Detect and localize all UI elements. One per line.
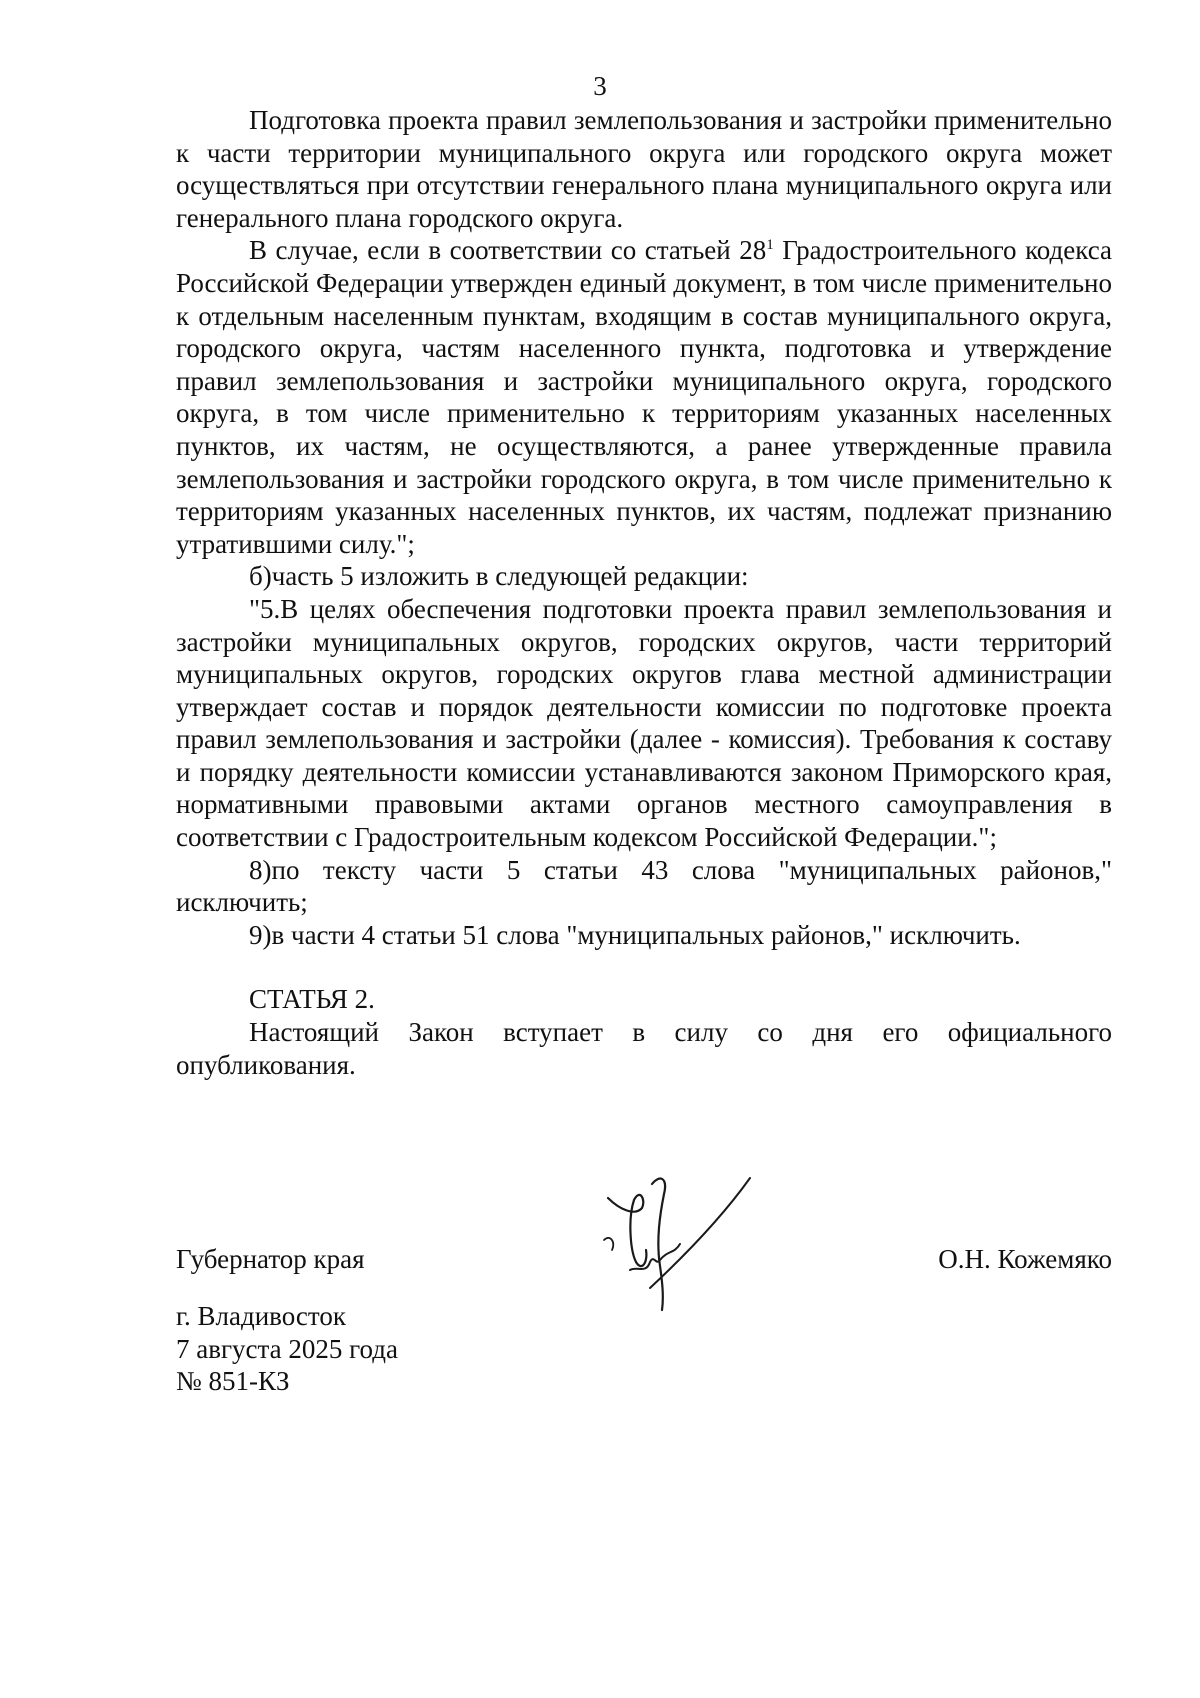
signatory-name: О.Н. Кожемяко bbox=[938, 1244, 1112, 1274]
page-number: 3 bbox=[593, 71, 607, 101]
city: г. Владивосток bbox=[176, 1301, 346, 1331]
article-text: Настоящий Закон вступает в силу со дня его официального опубликования. bbox=[176, 1017, 1112, 1080]
paragraph-part: Градостроительного кодекса Российской Федерации утвержден единый документ, в том числе применительно к отдельным населенным пунктам, входящим в состав муниципального округа, городского округа, частям населенного пункта, подготовка и утверждение правил землепользования и застройки муниципального округа, городского округа, в том числе применительно к территориям указанных населенных пунктов, их частям, не осуществляются, а ранее утвержденные правила землепользования и застройки городского округа, в том числе применительно к территориям указанных населенных пунктов, их частям, подлежат признанию утратившими силу."; bbox=[176, 235, 1112, 559]
paragraph: 8)по тексту части 5 статьи 43 слова "муниципальных районов," исключить; bbox=[176, 854, 1112, 918]
superscript: 1 bbox=[766, 237, 774, 254]
law-number: № 851-КЗ bbox=[176, 1366, 290, 1397]
document-footer bbox=[176, 1300, 398, 1398]
signatory-title: Губернатор края bbox=[176, 1244, 365, 1274]
article-heading: СТАТЬЯ 2. bbox=[249, 984, 375, 1015]
paragraph: б)часть 5 изложить в следующей редакции: bbox=[249, 561, 749, 592]
law-text bbox=[176, 104, 1112, 1081]
handwritten-signature bbox=[590, 1170, 770, 1320]
paragraph-part: В случае, если в соответствии со статьей 28 bbox=[249, 235, 767, 266]
paragraph bbox=[176, 234, 1112, 560]
date: 7 августа 2025 года bbox=[176, 1333, 398, 1364]
paragraph: Подготовка проекта правил землепользования и застройки применительно к части территории муниципального округа или городского округа может осуществляться при отсутствии генерального плана муниципального округа или генерального плана городского округа. bbox=[176, 105, 1112, 233]
paragraph: 9)в части 4 статьи 51 слова "муниципальных районов," исключить. bbox=[249, 919, 1021, 950]
paragraph: "5.В целях обеспечения подготовки проекта правил землепользования и застройки муниципальных округов, городских округов, части территорий муниципальных округов, городских округов глава местной администрации утверждает состав и порядок деятельности комиссии по подготовке проекта правил землепользования и застройки (далее - комиссия). Требования к составу и порядку деятельности комиссии устанавливаются законом Приморского края, нормативными правовыми актами органов местного самоуправления в соответствии с Градостроительным кодексом Российской Федерации."; bbox=[176, 593, 1112, 853]
